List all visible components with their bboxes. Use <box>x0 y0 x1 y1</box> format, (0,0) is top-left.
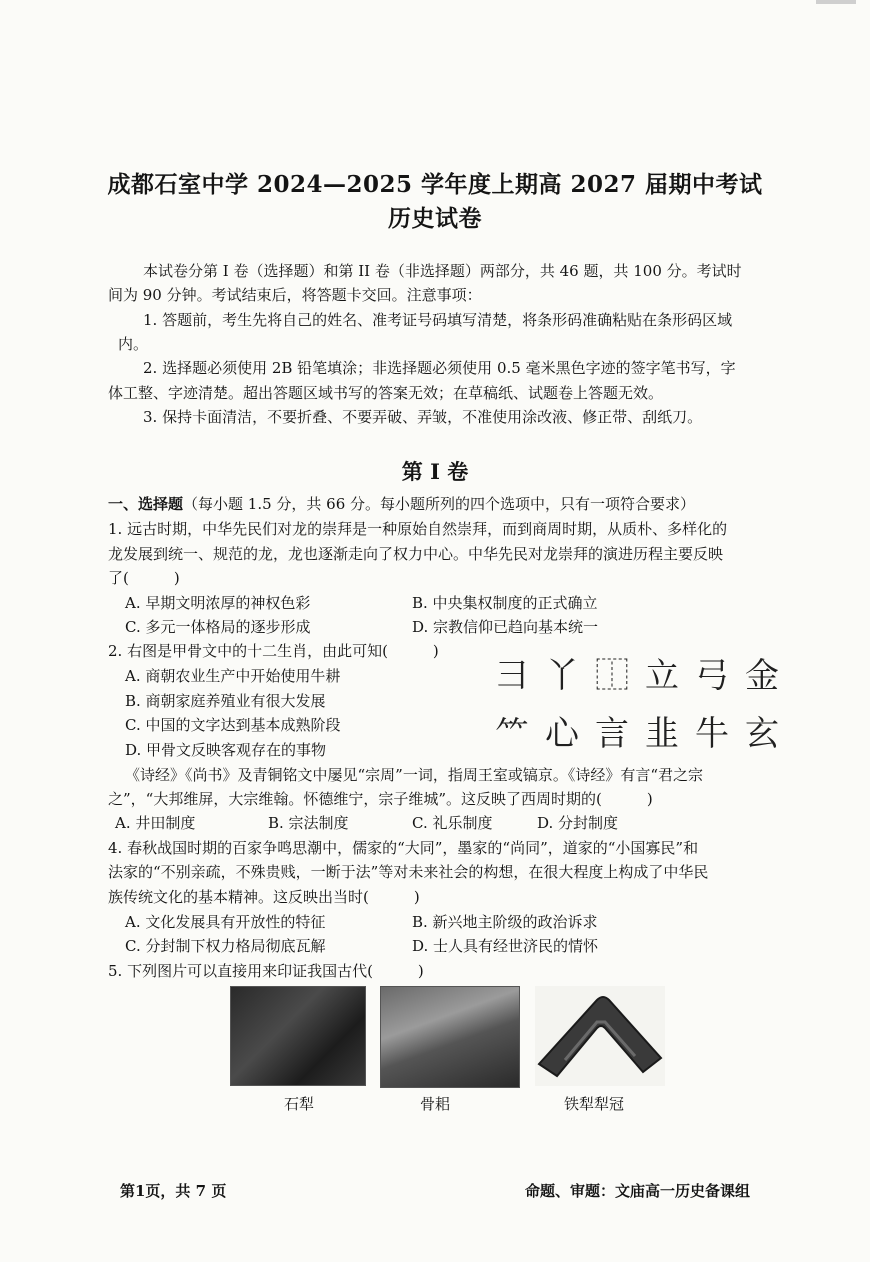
notice-line: 本试卷分第 I 卷（选择题）和第 II 卷（非选择题）两部分，共 46 题，共 100 分。考试时 <box>143 262 742 280</box>
oracle-glyph: ⽜ <box>695 714 729 754</box>
q3-option-c: C. 礼乐制度 <box>412 814 493 832</box>
oracle-glyph: ⼸ <box>695 656 729 696</box>
notice-item: 体工整、字迹清楚。超出答题区域书写的答案无效；在草稿纸、试题卷上答题无效。 <box>108 384 664 402</box>
oracle-glyph: ⾔ <box>595 714 629 754</box>
oracle-glyph: ⼼ <box>545 714 579 754</box>
q2-option-a: A. 商朝农业生产中开始使用牛耕 <box>125 667 341 685</box>
scan-mark <box>816 0 856 4</box>
q4-option-b: B. 新兴地主阶级的政治诉求 <box>412 913 598 931</box>
q2-option-c: C. 中国的文字达到基本成熟阶段 <box>125 716 341 734</box>
q4-stem: 4. 春秋战国时期的百家争鸣思潮中，儒家的“大同”，墨家的“尚同”，道家的“小国寡民”和 <box>108 839 699 857</box>
author-credit: 命题、审题：文庙高一历史备课组 <box>525 1182 751 1200</box>
notice-line: 间为 90 分钟。考试结束后，将答题卡交回。注意事项： <box>108 286 482 304</box>
notice-item: 2. 选择题必须使用 2B 铅笔填涂；非选择题必须使用 0.5 毫米黑色字迹的签字笔书写，字 <box>143 359 736 377</box>
oracle-glyph: ⾲ <box>645 714 679 754</box>
oracle-glyph: ⺕ <box>495 656 529 696</box>
notice-item: 3. 保持卡面清洁，不要折叠、不要弄破、弄皱，不准使用涂改液、修正带、刮纸刀。 <box>143 408 703 426</box>
q1-option-b: B. 中央集权制度的正式确立 <box>412 594 598 612</box>
section-title: 第 I 卷 <box>401 459 469 484</box>
oracle-glyph: ⽴ <box>645 656 679 696</box>
oracle-glyph: ⿰ <box>595 656 629 696</box>
part-label: 一、选择题 <box>108 495 184 513</box>
q1-option-c: C. 多元一体格局的逐步形成 <box>125 618 311 636</box>
page-number: 第1页，共 7 页 <box>120 1182 227 1200</box>
q1-option-a: A. 早期文明浓厚的神权色彩 <box>125 594 311 612</box>
q1-stem: 龙发展到统一、规范的龙，龙也逐渐走向了权力中心。中华先民对龙崇拜的演进历程主要反映 <box>108 545 724 563</box>
oracle-glyph: ⽞ <box>745 714 779 754</box>
oracle-bone-zodiac-figure <box>495 648 785 758</box>
exam-subject: 历史试卷 <box>388 205 482 232</box>
q3-option-d: D. 分封制度 <box>537 814 619 832</box>
part-heading <box>108 493 695 515</box>
q1-option-d: D. 宗教信仰已趋向基本统一 <box>412 618 599 636</box>
q2-option-b: B. 商朝家庭养殖业有很大发展 <box>125 692 326 710</box>
q4-stem: 族传统文化的基本精神。这反映出当时( ) <box>108 888 420 906</box>
exam-title: 成都石室中学 2024—2025 学年度上期高 2027 届期中考试 <box>107 171 763 198</box>
q4-option-a: A. 文化发展具有开放性的特征 <box>125 913 326 931</box>
part-desc: （每小题 1.5 分，共 66 分。每小题所列的四个选项中，只有一项符合要求） <box>183 495 696 513</box>
q3-option-b: B. 宗法制度 <box>268 814 349 832</box>
q2-stem: 2. 右图是甲骨文中的十二生肖，由此可知( ) <box>108 642 439 660</box>
iron-plough-tip-shape <box>535 986 665 1086</box>
notice-item: 1. 答题前，考生先将自己的姓名、准考证号码填写清楚，将条形码准确粘贴在条形码区域 <box>143 311 733 329</box>
oracle-glyph: ⾦ <box>745 656 779 696</box>
q1-stem: 1. 远古时期，中华先民们对龙的崇拜是一种原始自然崇拜，而到商周时期，从质朴、多样化的 <box>108 520 728 538</box>
oracle-glyph: ⺮ <box>495 714 529 754</box>
bone-spade-photo <box>380 986 520 1088</box>
q5-stem: 5. 下列图片可以直接用来印证我国古代( ) <box>108 962 424 980</box>
q4-option-c: C. 分封制下权力格局彻底瓦解 <box>125 937 326 955</box>
q3-stem: 之”，“大邦维屏，大宗维翰。怀德维宁，宗子维城”。这反映了西周时期的( ) <box>108 790 653 808</box>
q3-stem: 《诗经》《尚书》及青铜铭文中屡见“宗周”一词，指周王室或镐京。《诗经》有言“君之宗 <box>125 766 704 784</box>
caption-stone-plough: 石犁 <box>284 1095 315 1113</box>
q3-option-a: A. 井田制度 <box>115 814 196 832</box>
q4-option-d: D. 士人具有经世济民的情怀 <box>412 937 599 955</box>
notice-item: 内。 <box>118 335 149 353</box>
q2-option-d: D. 甲骨文反映客观存在的事物 <box>125 741 327 759</box>
stone-plough-photo <box>230 986 366 1086</box>
iron-plough-tip-photo <box>535 986 665 1086</box>
q4-stem: 法家的“不别亲疏，不殊贵贱，一断于法”等对未来社会的构想，在很大程度上构成了中华民 <box>108 863 709 881</box>
q1-stem: 了( ) <box>108 569 180 587</box>
caption-iron-plough-tip: 铁犁犁冠 <box>564 1095 625 1113</box>
caption-bone-spade: 骨耜 <box>420 1095 451 1113</box>
oracle-glyph: 丫 <box>545 656 579 696</box>
